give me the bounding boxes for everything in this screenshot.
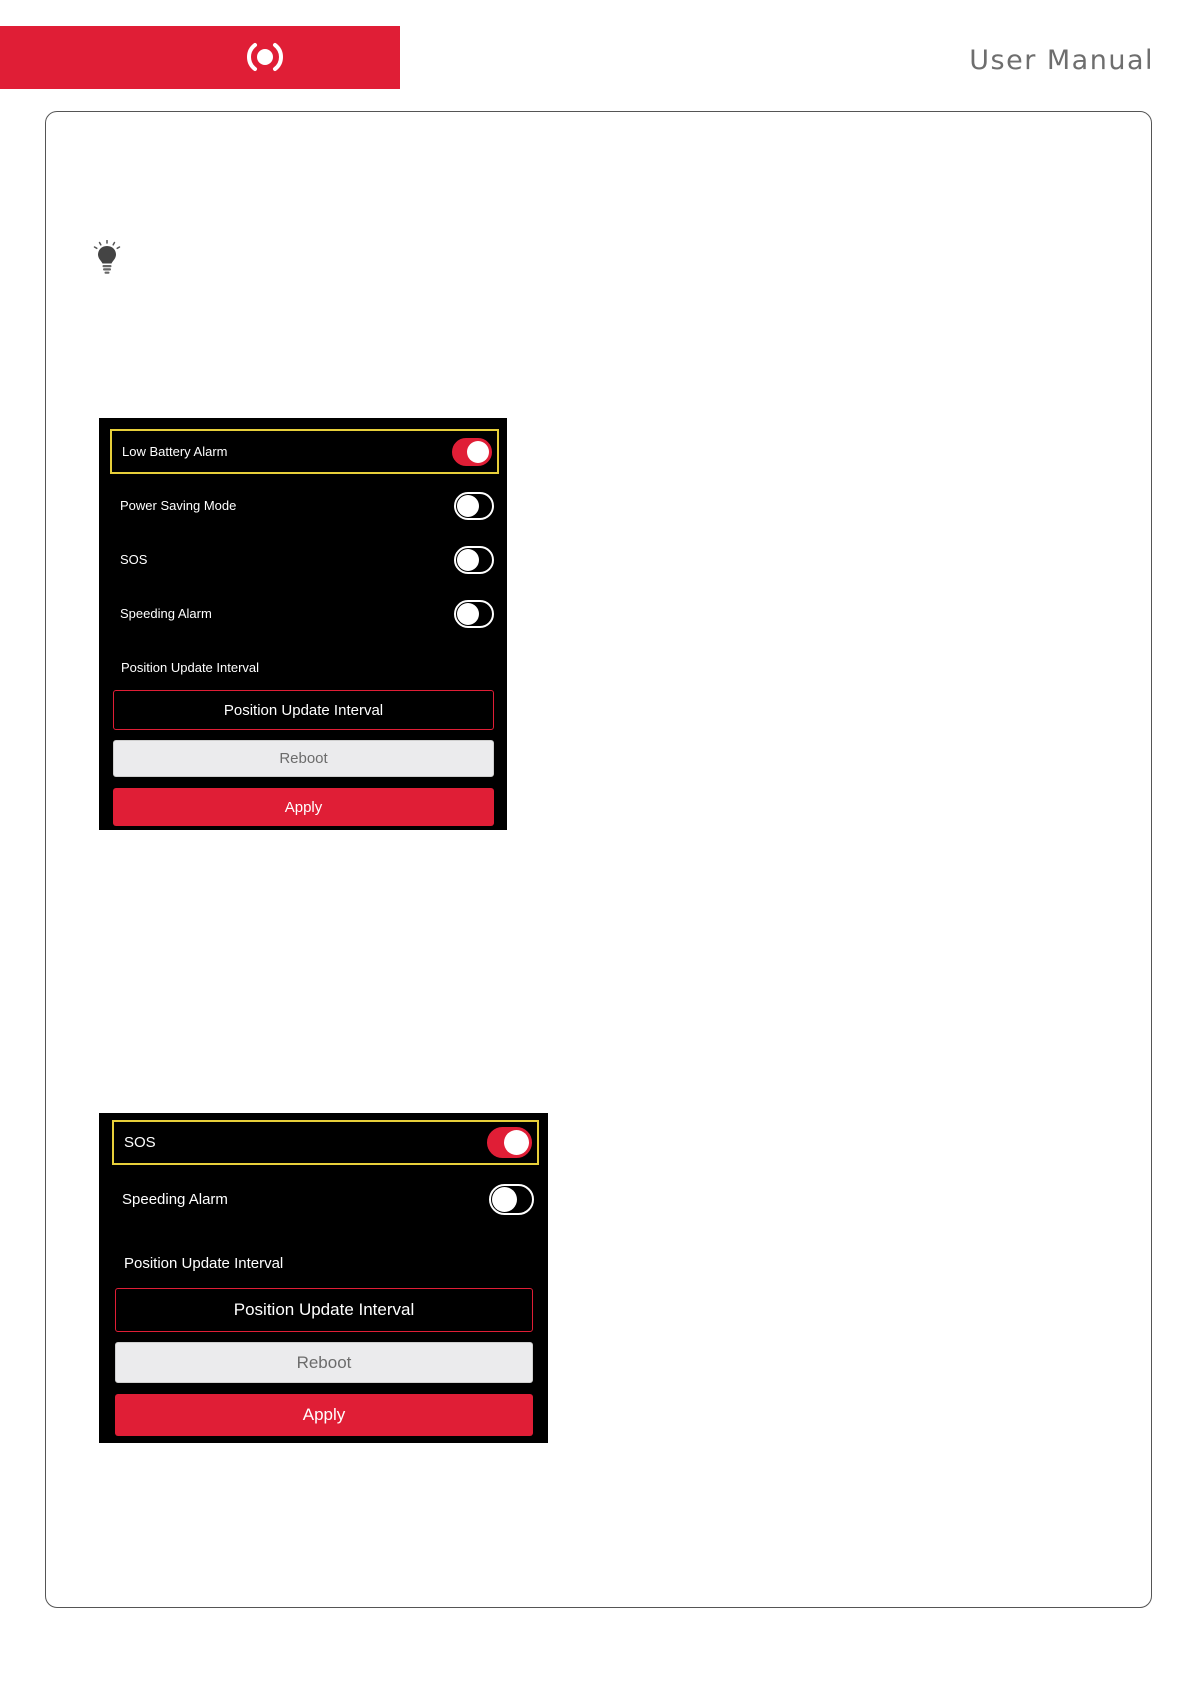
setting-row-speeding-alarm[interactable] [110,591,499,636]
toggle-knob [457,549,479,571]
reboot-button[interactable]: Reboot [115,1342,533,1383]
setting-row-low-battery-alarm[interactable] [110,429,499,474]
toggle-switch[interactable] [454,492,494,520]
setting-label: Power Saving Mode [120,498,237,513]
lightbulb-icon [92,240,122,276]
toggle-knob [457,495,479,517]
toggle-knob [457,603,479,625]
apply-button[interactable]: Apply [115,1394,533,1436]
position-update-interval-label: Position Update Interval [124,1255,284,1272]
setting-label: Low Battery Alarm [122,444,228,459]
toggle-knob [504,1130,529,1155]
setting-row-sos[interactable] [110,537,499,582]
setting-label: Speeding Alarm [122,1191,228,1208]
position-update-interval-label: Position Update Interval [121,660,260,675]
toggle-switch[interactable] [487,1127,532,1158]
setting-label: SOS [120,552,148,567]
toggle-switch[interactable] [454,600,494,628]
setting-row-speeding-alarm[interactable] [112,1177,539,1222]
apply-button[interactable]: Apply [113,788,494,826]
toggle-knob [467,441,489,463]
settings-screenshot-1 [99,418,507,830]
toggle-knob [492,1187,517,1212]
settings-screenshot-2 [99,1113,548,1443]
position-update-interval-button[interactable]: Position Update Interval [115,1288,533,1332]
position-update-interval-button[interactable]: Position Update Interval [113,690,494,730]
setting-label: SOS [124,1134,156,1151]
setting-label: Speeding Alarm [120,606,212,621]
reboot-button[interactable]: Reboot [113,740,494,777]
document-title: User Manual [969,45,1154,76]
toggle-switch[interactable] [454,546,494,574]
broadcast-signal-icon [245,41,285,73]
brand-bar [0,26,400,89]
toggle-switch[interactable] [452,438,492,466]
toggle-switch[interactable] [489,1184,534,1215]
setting-row-power-saving-mode[interactable] [110,483,499,528]
setting-row-sos[interactable] [112,1120,539,1165]
